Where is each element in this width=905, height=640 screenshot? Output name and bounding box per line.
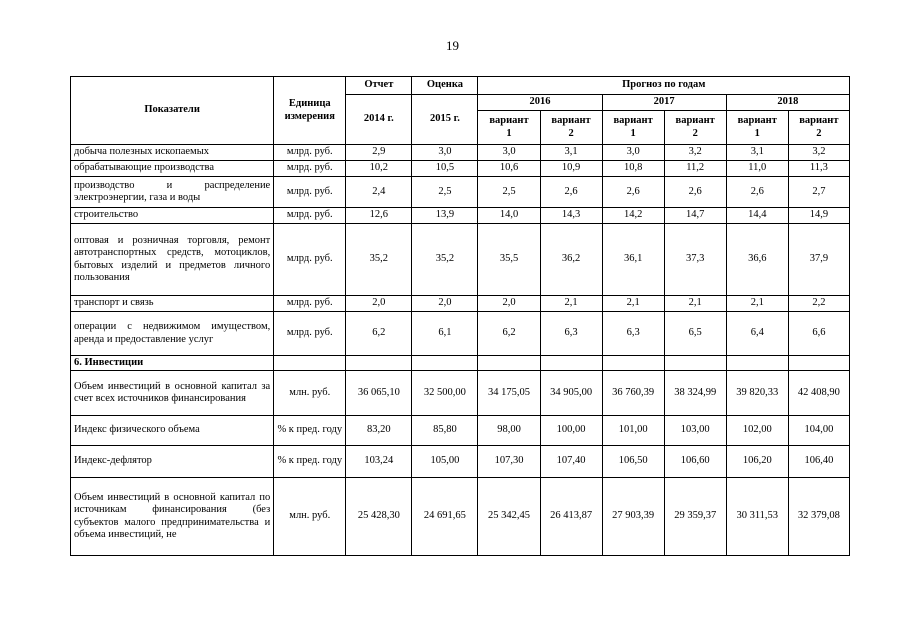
row-value: 35,2 (412, 224, 478, 296)
section-title: 6. Инвестиции (71, 356, 274, 371)
row-unit: млрд. руб. (274, 161, 346, 177)
row-value: 14,0 (478, 208, 540, 224)
table-row (71, 296, 850, 312)
empty-cell (540, 356, 602, 371)
row-value: 103,00 (664, 416, 726, 446)
row-value: 26 413,87 (540, 478, 602, 556)
row-unit: % к пред. году (274, 416, 346, 446)
row-value: 2,7 (788, 177, 849, 208)
row-value: 2,1 (726, 296, 788, 312)
row-label: обрабатывающие производства (71, 161, 274, 177)
header-unit-line1: Единица (288, 98, 331, 110)
row-value: 106,60 (664, 446, 726, 478)
table-row (71, 416, 850, 446)
row-unit: млрд. руб. (274, 145, 346, 161)
row-value: 2,6 (664, 177, 726, 208)
row-value: 6,2 (478, 312, 540, 356)
row-value: 2,4 (346, 177, 412, 208)
row-value: 2,6 (602, 177, 664, 208)
row-unit: млрд. руб. (274, 296, 346, 312)
row-value: 14,9 (788, 208, 849, 224)
row-value: 10,8 (602, 161, 664, 177)
header-variant-word: вариант (551, 115, 591, 127)
row-unit: млрд. руб. (274, 208, 346, 224)
header-variant-number: 1 (754, 127, 760, 139)
row-unit: млрд. руб. (274, 224, 346, 296)
empty-cell (726, 356, 788, 371)
empty-cell (346, 356, 412, 371)
empty-cell (274, 356, 346, 371)
header-variant-number: 1 (506, 127, 512, 139)
row-unit: % к пред. году (274, 446, 346, 478)
row-value: 35,2 (346, 224, 412, 296)
table-body (71, 145, 850, 556)
header-estimate-year: 2015 г. (412, 95, 478, 145)
header-variant-word: вариант (489, 115, 529, 127)
row-value: 102,00 (726, 416, 788, 446)
row-value: 3,2 (664, 145, 726, 161)
row-value: 3,1 (540, 145, 602, 161)
row-value: 14,2 (602, 208, 664, 224)
row-value: 36 760,39 (602, 371, 664, 416)
row-value: 36,1 (602, 224, 664, 296)
empty-cell (602, 356, 664, 371)
row-value: 13,9 (412, 208, 478, 224)
table-row (71, 177, 850, 208)
empty-cell (788, 356, 849, 371)
table-row (71, 161, 850, 177)
row-value: 32 500,00 (412, 371, 478, 416)
row-value: 103,24 (346, 446, 412, 478)
header-year-2018: 2018 (726, 95, 849, 111)
row-value: 6,4 (726, 312, 788, 356)
row-value: 14,4 (726, 208, 788, 224)
row-value: 105,00 (412, 446, 478, 478)
table-row (71, 371, 850, 416)
row-value: 10,9 (540, 161, 602, 177)
row-value: 3,1 (726, 145, 788, 161)
row-value: 104,00 (788, 416, 849, 446)
header-year-2017: 2017 (602, 95, 726, 111)
row-value: 2,1 (602, 296, 664, 312)
row-value: 36,2 (540, 224, 602, 296)
section-row (71, 356, 850, 371)
row-value: 30 311,53 (726, 478, 788, 556)
row-value: 24 691,65 (412, 478, 478, 556)
row-value: 2,1 (664, 296, 726, 312)
row-value: 107,30 (478, 446, 540, 478)
row-unit: млрд. руб. (274, 177, 346, 208)
header-year-2016: 2016 (478, 95, 602, 111)
row-value: 25 342,45 (478, 478, 540, 556)
row-value: 98,00 (478, 416, 540, 446)
row-value: 6,1 (412, 312, 478, 356)
row-label: операции с недвижимом имуществом, аренда и предоставление услуг (71, 312, 274, 356)
row-value: 14,7 (664, 208, 726, 224)
header-variant-word: вариант (737, 115, 777, 127)
row-label: Индекс-дефлятор (71, 446, 274, 478)
row-value: 27 903,39 (602, 478, 664, 556)
header-variant-word: вариант (799, 115, 839, 127)
row-value: 11,0 (726, 161, 788, 177)
header-unit-line2: измерения (284, 110, 335, 122)
row-value: 39 820,33 (726, 371, 788, 416)
row-value: 107,40 (540, 446, 602, 478)
table-row (71, 145, 850, 161)
row-value: 2,6 (540, 177, 602, 208)
header-report-year: 2014 г. (346, 95, 412, 145)
header-indicator: Показатели (71, 77, 274, 145)
row-label: оптовая и розничная торговля, ремонт автотранспортных средств, мотоциклов, бытовых изделий и предметов личного пользования (71, 224, 274, 296)
forecast-table (70, 76, 850, 556)
row-value: 83,20 (346, 416, 412, 446)
row-value: 25 428,30 (346, 478, 412, 556)
row-label: транспорт и связь (71, 296, 274, 312)
page-number: 19 (446, 38, 459, 53)
row-value: 106,50 (602, 446, 664, 478)
table-row (71, 312, 850, 356)
header-variant-word: вариант (675, 115, 715, 127)
row-value: 10,5 (412, 161, 478, 177)
header-variant-word: вариант (613, 115, 653, 127)
row-value: 2,6 (726, 177, 788, 208)
row-value: 11,3 (788, 161, 849, 177)
header-variant-number: 1 (630, 127, 636, 139)
row-value: 6,3 (540, 312, 602, 356)
row-value: 37,3 (664, 224, 726, 296)
row-unit: млн. руб. (274, 478, 346, 556)
row-value: 35,5 (478, 224, 540, 296)
empty-cell (664, 356, 726, 371)
row-value: 2,5 (478, 177, 540, 208)
row-value: 38 324,99 (664, 371, 726, 416)
row-value: 34 175,05 (478, 371, 540, 416)
row-value: 101,00 (602, 416, 664, 446)
row-value: 2,0 (346, 296, 412, 312)
header-variant-number: 2 (568, 127, 574, 139)
header-variant-number: 2 (816, 127, 822, 139)
header-variant (478, 111, 540, 145)
header-variant (664, 111, 726, 145)
row-value: 2,1 (540, 296, 602, 312)
row-label: строительство (71, 208, 274, 224)
row-value: 6,6 (788, 312, 849, 356)
table-row (71, 224, 850, 296)
header-report: Отчет (346, 77, 412, 95)
row-value: 6,5 (664, 312, 726, 356)
row-label: Объем инвестиций в основной капитал за счет всех источников финансирования (71, 371, 274, 416)
row-value: 85,80 (412, 416, 478, 446)
header-forecast: Прогноз по годам (478, 77, 850, 95)
table-row (71, 446, 850, 478)
row-value: 36,6 (726, 224, 788, 296)
empty-cell (412, 356, 478, 371)
row-value: 29 359,37 (664, 478, 726, 556)
row-label: добыча полезных ископаемых (71, 145, 274, 161)
row-value: 106,40 (788, 446, 849, 478)
header-variant-number: 2 (692, 127, 698, 139)
row-value: 3,0 (412, 145, 478, 161)
row-value: 36 065,10 (346, 371, 412, 416)
row-value: 12,6 (346, 208, 412, 224)
row-value: 6,2 (346, 312, 412, 356)
row-value: 37,9 (788, 224, 849, 296)
header-variant (602, 111, 664, 145)
row-value: 32 379,08 (788, 478, 849, 556)
row-value: 10,6 (478, 161, 540, 177)
row-value: 2,0 (478, 296, 540, 312)
header-variant (540, 111, 602, 145)
row-label: Объем инвестиций в основной капитал по источникам финансирования (без субъектов малого предпринимательства и объема инвестиций, не (71, 478, 274, 556)
row-value: 3,0 (602, 145, 664, 161)
row-value: 11,2 (664, 161, 726, 177)
row-unit: млрд. руб. (274, 312, 346, 356)
row-unit: млн. руб. (274, 371, 346, 416)
header-variant (726, 111, 788, 145)
row-value: 106,20 (726, 446, 788, 478)
row-value: 42 408,90 (788, 371, 849, 416)
row-value: 34 905,00 (540, 371, 602, 416)
table-row (71, 208, 850, 224)
table-row (71, 478, 850, 556)
row-value: 2,2 (788, 296, 849, 312)
row-value: 2,9 (346, 145, 412, 161)
row-value: 3,0 (478, 145, 540, 161)
row-value: 100,00 (540, 416, 602, 446)
row-value: 2,0 (412, 296, 478, 312)
row-value: 14,3 (540, 208, 602, 224)
row-value: 3,2 (788, 145, 849, 161)
row-label: производство и распределение электроэнергии, газа и воды (71, 177, 274, 208)
row-value: 10,2 (346, 161, 412, 177)
row-value: 6,3 (602, 312, 664, 356)
header-variant (788, 111, 849, 145)
header-estimate: Оценка (412, 77, 478, 95)
row-value: 2,5 (412, 177, 478, 208)
row-label: Индекс физического объема (71, 416, 274, 446)
header-unit (274, 77, 346, 145)
empty-cell (478, 356, 540, 371)
